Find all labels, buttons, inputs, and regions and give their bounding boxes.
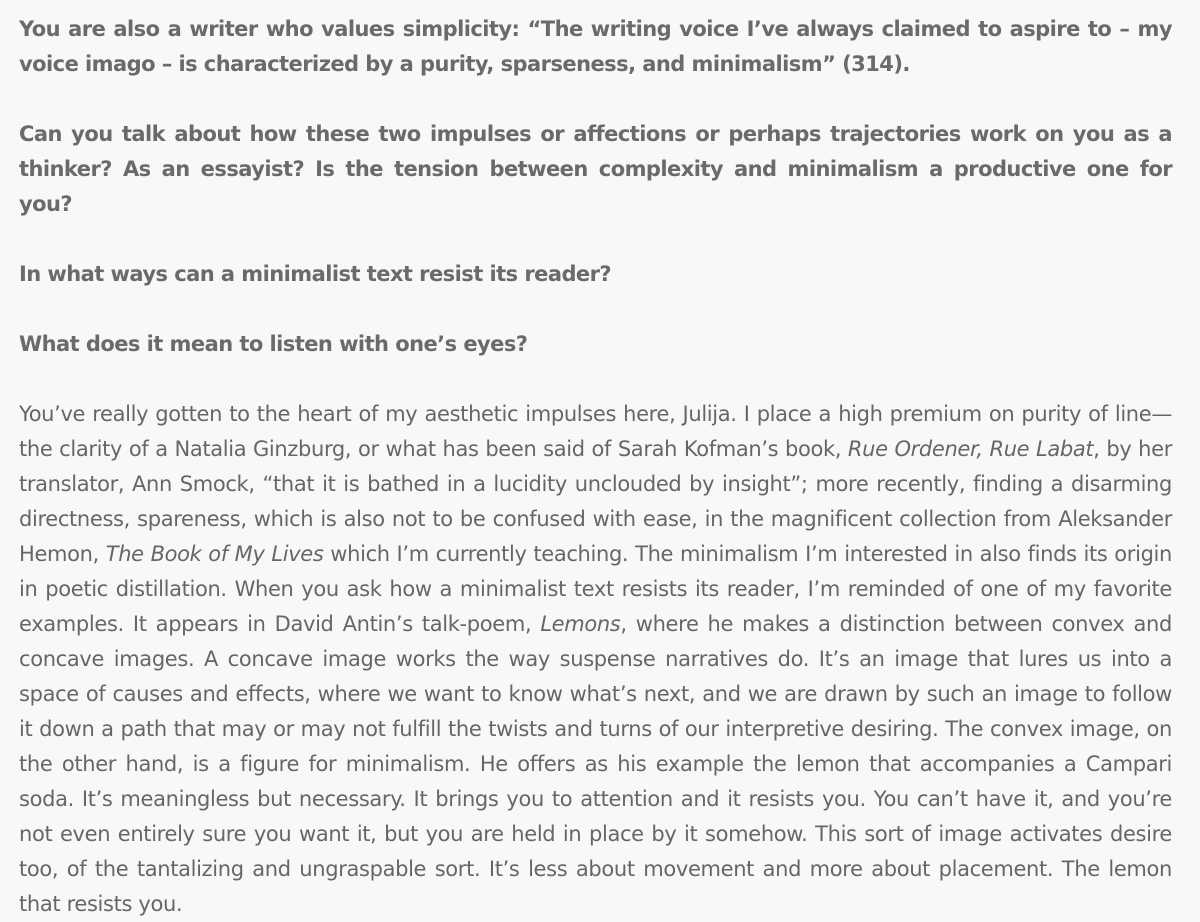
question-paragraph: What does it mean to listen with one’s eyes? bbox=[19, 332, 528, 356]
book-title: Rue Ordener, Rue Labat bbox=[847, 437, 1094, 461]
answer-text: , by her translator, Ann Smock, “that it is bathed in a lucidity unclouded by insight”; more recently, finding a disarming directness, spareness, which is also not to be confused with ease, in the magnificent collection from Aleksander Hemon, bbox=[19, 437, 1172, 566]
question-paragraph: You are also a writer who values simplicity: “The writing voice I’ve always claimed to aspire to – my voice imago – is characterized by a purity, sparseness, and minimalism” (314). bbox=[19, 17, 1172, 76]
question-paragraph: In what ways can a minimalist text resist its reader? bbox=[19, 262, 612, 286]
book-title: The Book of My Lives bbox=[105, 542, 324, 566]
interview-article bbox=[19, 12, 1172, 922]
answer-text: which I’m currently teaching. The minimalism I’m interested in also finds its origin in poetic distillation. When you ask how a minimalist text resists its reader, I’m reminded of one of my favorite examples. It appears in David Antin’s talk-poem, bbox=[19, 542, 1172, 636]
answer-text: , where he makes a distinction between convex and concave images. A concave image works the way suspense narratives do. It’s an image that lures us into a space of causes and effects, where we want to know what’s next, and we are drawn by such an image to follow it down a path that may or may not fulfill the twists and turns of our interpretive desiring. The convex image, on the other hand, is a figure for minimalism. He offers as his example the lemon that accompanies a Campari soda. It’s meaningless but necessary. It brings you to attention and it resists you. You can’t have it, and you’re not even entirely sure you want it, but you are held in place by it somehow. This sort of image activates desire too, of the tantalizing and ungraspable sort. It’s less about movement and more about placement. The lemon that resists you. bbox=[19, 612, 1172, 916]
poem-title: Lemons bbox=[540, 612, 621, 636]
answer-text: You’ve really gotten to the heart of my aesthetic impulses here, Julija. I place a high premium on purity of line—the clarity of a Natalia Ginzburg, or what has been said of Sarah Kofman’s book, bbox=[19, 402, 1172, 461]
answer-paragraph bbox=[19, 397, 1172, 922]
question-paragraph: Can you talk about how these two impulses or affections or perhaps trajectories work on you as a thinker? As an essayist? Is the tension between complexity and minimalism a productive one for you? bbox=[19, 122, 1172, 216]
